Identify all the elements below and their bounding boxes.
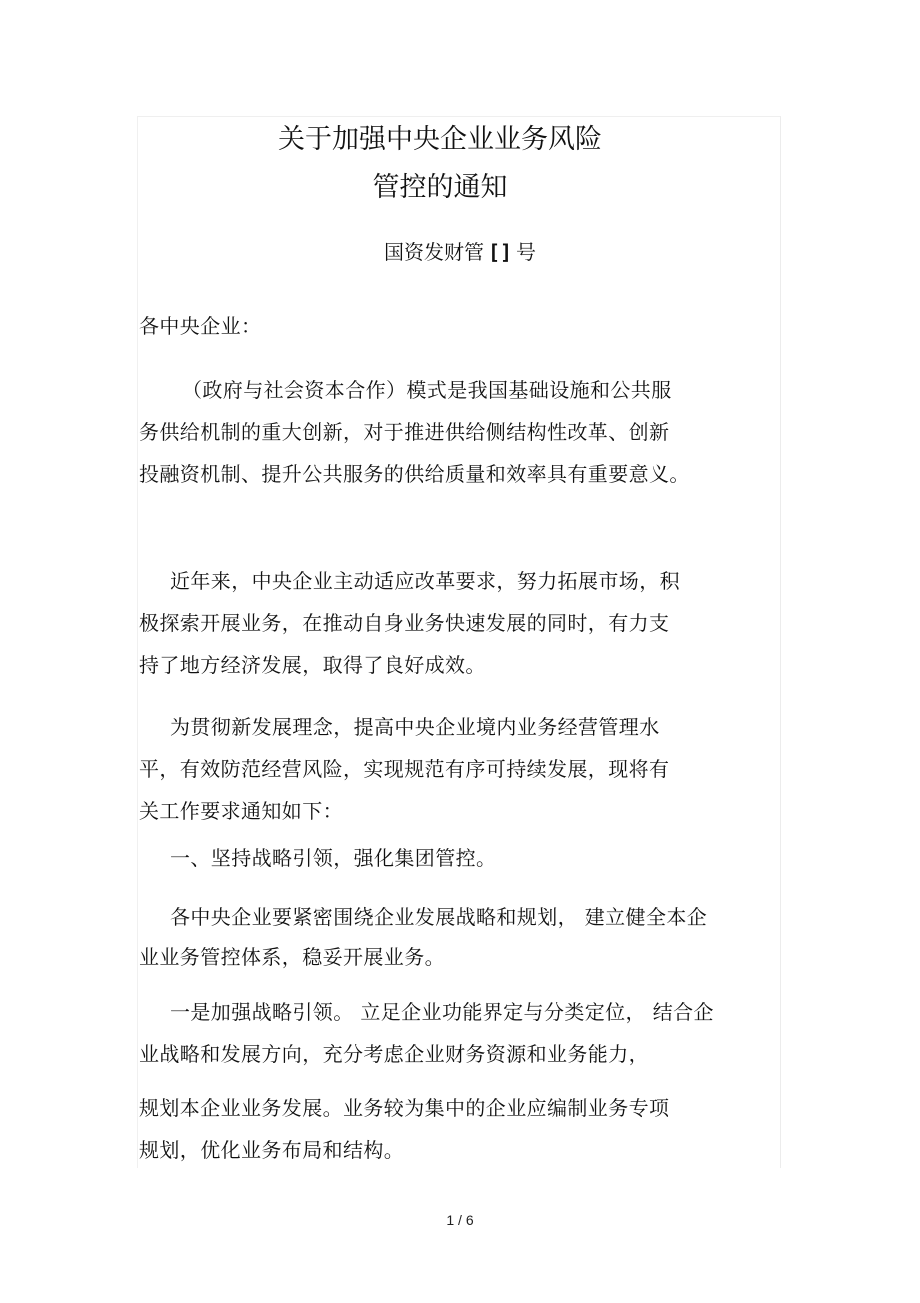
- paragraph-1-line-2: 务供给机制的重大创新，对于推进供给侧结构性改革、创新: [139, 420, 670, 444]
- paragraph-2-line-3: 持了地方经济发展，取得了良好成效。: [139, 653, 486, 677]
- paragraph-1-line-3: 投融资机制、提升公共服务的供给质量和效率具有重要意义。: [139, 462, 690, 486]
- paragraph-3-line-2: 平，有效防范经营风险，实现规范有序可持续发展，现将有: [139, 757, 670, 781]
- paragraph-5-line-2: 业战略和发展方向，充分考虑企业财务资源和业务能力，: [139, 1042, 649, 1066]
- doc-number-suffix: 号: [516, 240, 537, 264]
- paragraph-2-line-2: 极探索开展业务，在推动自身业务快速发展的同时，有力支: [139, 611, 670, 635]
- paragraph-3-line-1: 为贯彻新发展理念，提高中央企业境内业务经营管理水: [170, 715, 660, 739]
- paragraph-2-line-1: 近年来，中央企业主动适应改革要求，努力拓展市场，积: [170, 569, 680, 593]
- document-title-line-2: 管控的通知: [372, 172, 508, 203]
- paragraph-5-line-1: 一是加强战略引领。 立足企业功能界定与分类定位， 结合企: [170, 1000, 714, 1024]
- paragraph-1-line-1: （政府与社会资本合作）模式是我国基础设施和公共服: [182, 378, 672, 402]
- paragraph-5-line-4: 规划，优化业务布局和结构。: [139, 1138, 405, 1162]
- salutation: 各中央企业：: [139, 314, 262, 338]
- document-number: [0, 242, 920, 262]
- document-title-line-1: 关于加强中央企业业务风险: [278, 124, 602, 155]
- doc-number-prefix: 国资发财管: [383, 240, 484, 264]
- doc-number-bracket: []: [487, 240, 513, 264]
- page-indicator: 1 / 6: [446, 1212, 474, 1228]
- paragraph-4-line-1: 各中央企业要紧密围绕企业发展战略和规划， 建立健全本企: [170, 905, 708, 929]
- section-heading-1: 一、坚持战略引领，强化集团管控。: [170, 846, 497, 870]
- paragraph-5-line-3: 规划本企业业务发展。业务较为集中的企业应编制业务专项: [139, 1096, 670, 1120]
- paragraph-4-line-2: 业业务管控体系，稳妥开展业务。: [139, 945, 445, 969]
- paragraph-3-line-3: 关工作要求通知如下：: [139, 799, 343, 823]
